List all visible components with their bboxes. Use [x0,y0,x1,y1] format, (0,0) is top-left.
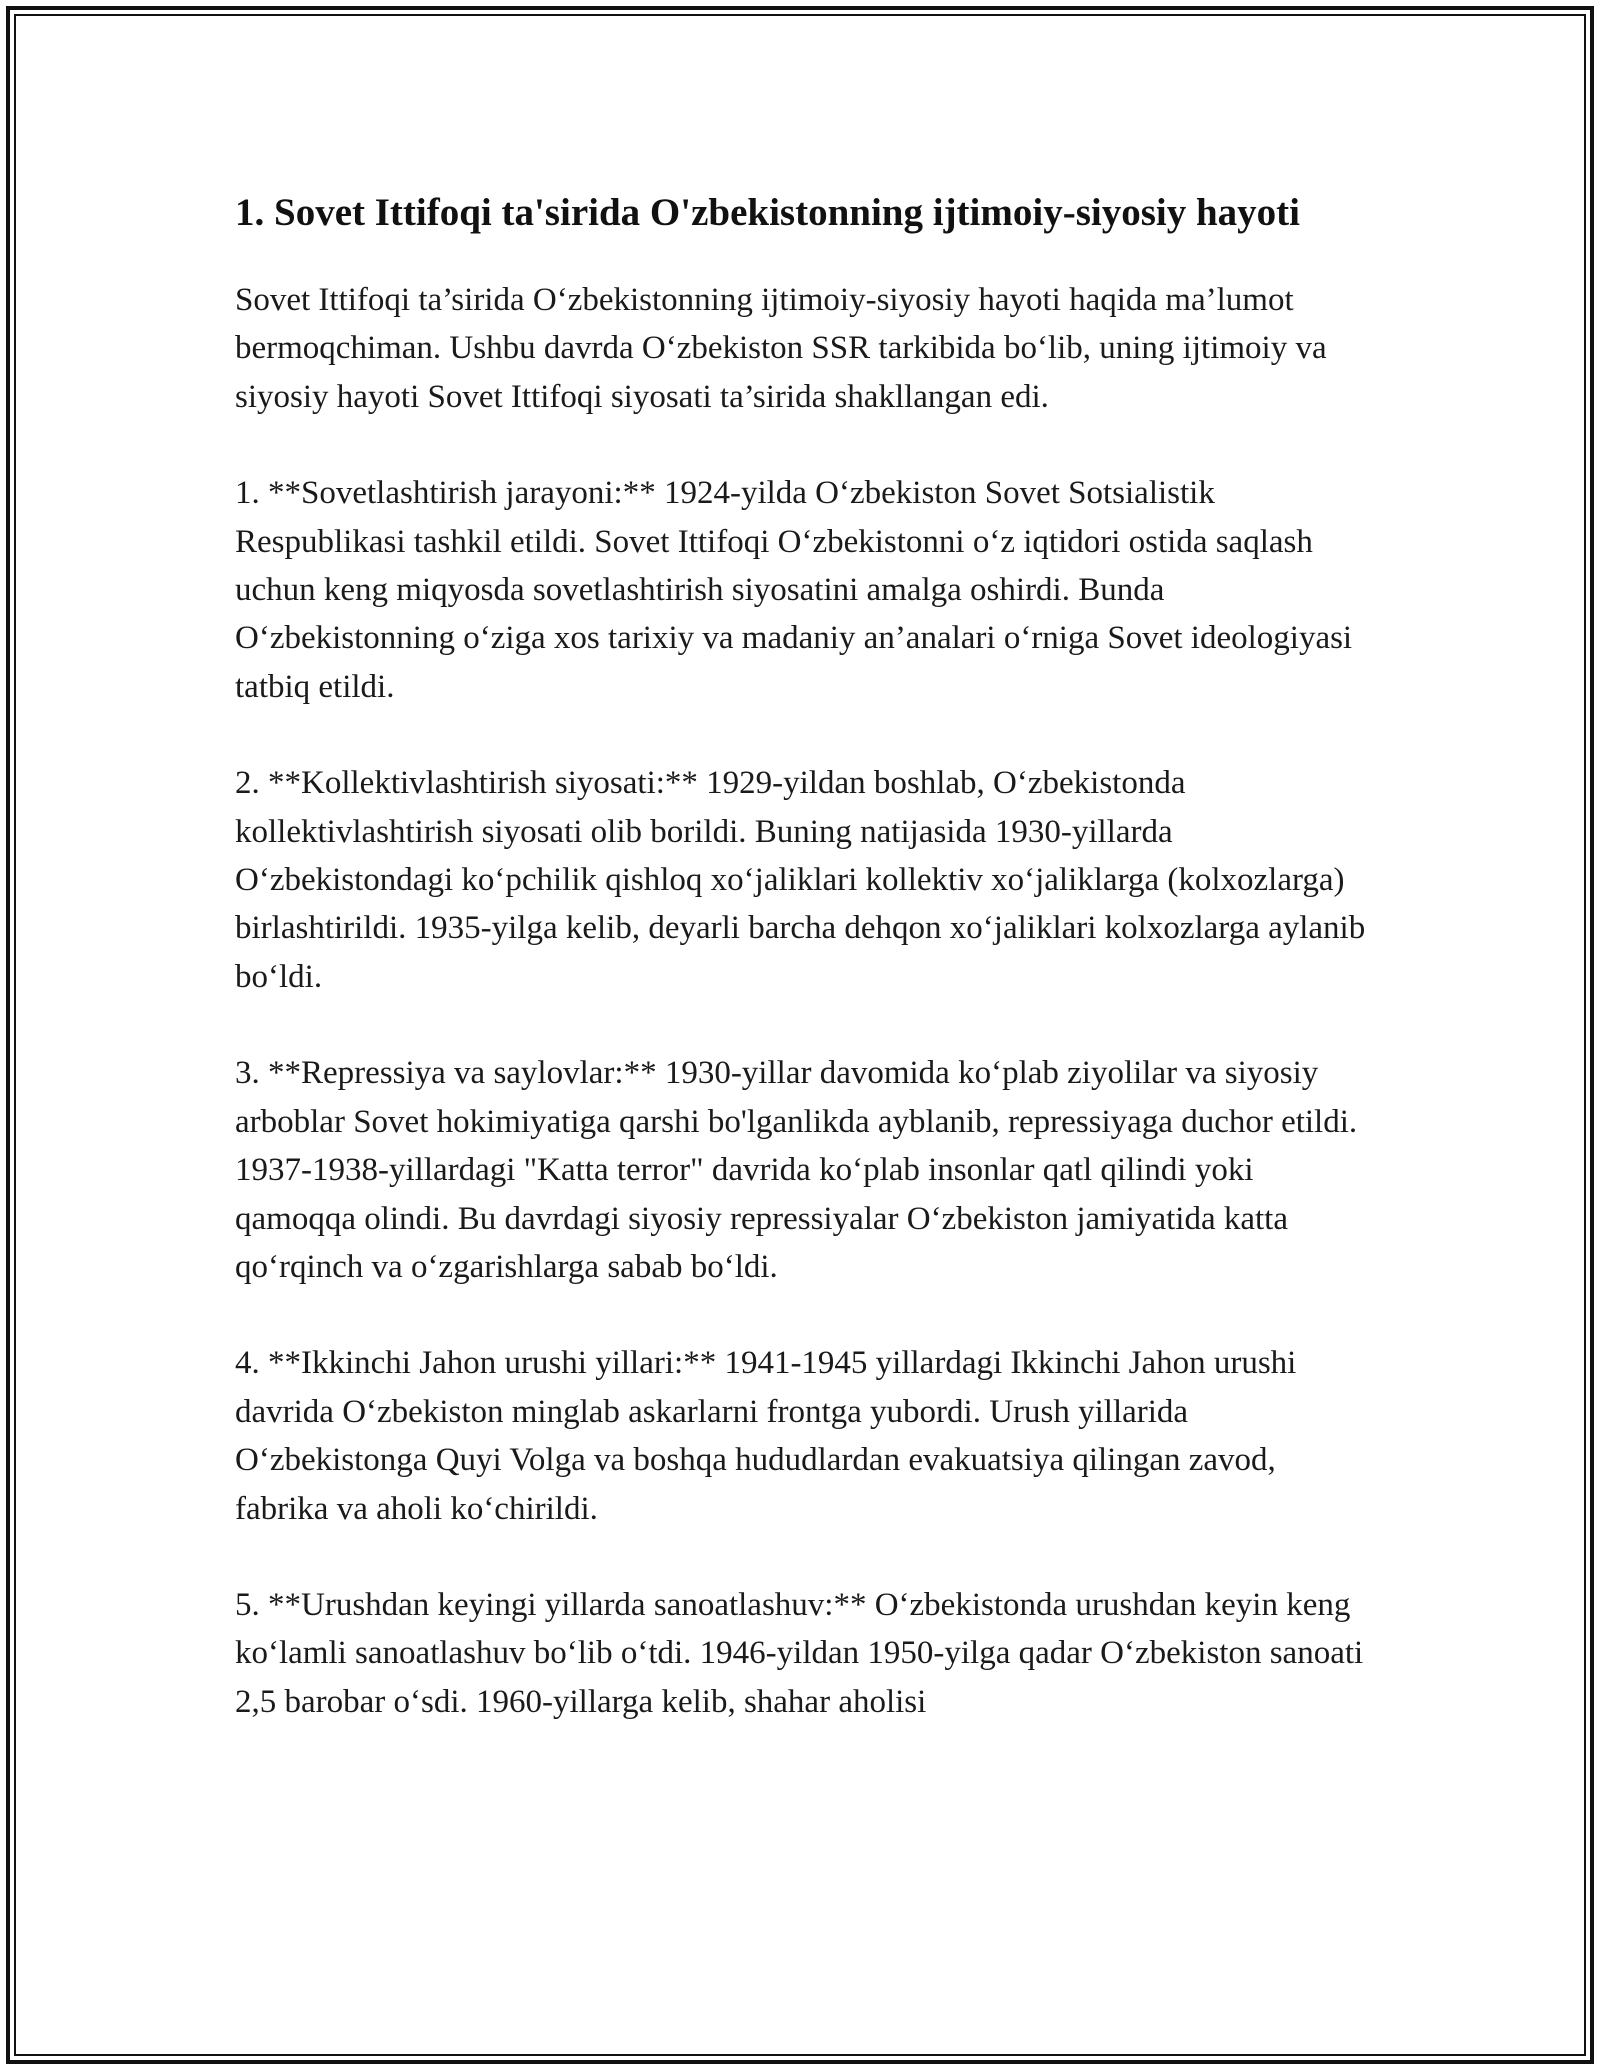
section-sanoatlashuv: 5. **Urushdan keyingi yillarda sanoatlashuv:** O‘zbekistonda urushdan keyin keng ko‘lamli sanoatlashuv bo‘lib o‘tdi. 1946-yildan 1950-yilga qadar O‘zbekiston sanoati 2,5 barobar o‘sdi. 1960-yillarga kelib, shahar aholisi [235,1586,1364,1720]
section-kollektivlashtirish: 2. **Kollektivlashtirish siyosati:** 1929-yildan boshlab, O‘zbekistonda kollektivlashtirish siyosati olib borildi. Buning natijasida 1930-yillarda O‘zbekistondagi ko‘pchilik qishloq xo‘jaliklari kollektiv xo‘jaliklarga (kolxozlarga) birlashtirildi. 1935-yilga kelib, deyarli barcha dehqon xo‘jaliklari kolxozlarga aylanib bo‘ldi. [235,765,1366,995]
section-ikkinchi-jahon-urushi: 4. **Ikkinchi Jahon urushi yillari:** 1941-1945 yillardagi Ikkinchi Jahon urushi davrida O‘zbekiston minglab askarlarni frontga yubordi. Urush yillarida O‘zbekistonga Quyi Volga va boshqa hududlardan evakuatsiya qilingan zavod, fabrika va aholi ko‘chirildi. [235,1345,1297,1527]
intro-paragraph: Sovet Ittifoqi ta’sirida O‘zbekistonning ijtimoiy-siyosiy hayoti haqida ma’lumot bermoqchiman. Ushbu davrda O‘zbekiston SSR tarkibida bo‘lib, uning ijtimoiy va siyosiy hayoti Sovet Ittifoqi siyosati ta’sirida shakllangan edi. [235,282,1327,415]
section-sovetlashtirish: 1. **Sovetlashtirish jarayoni:** 1924-yilda O‘zbekiston Sovet Sotsialistik Respublikasi tashkil etildi. Sovet Ittifoqi O‘zbekistonni o‘z iqtidori ostida saqlash uchun keng miqyosda sovetlashtirish siyosatini amalga oshirdi. Bunda O‘zbekistonning o‘ziga xos tarixiy va madaniy an’analari o‘rniga Sovet ideologiyasi tatbiq etildi. [235,475,1353,705]
document-body [235,186,1370,1774]
document-title: 1. Sovet Ittifoqi ta'sirida O'zbekistonning ijtimoiy-siyosiy hayoti [235,191,1300,234]
section-repressiya: 3. **Repressiya va saylovlar:** 1930-yillar davomida ko‘plab ziyolilar va siyosiy arboblar Sovet hokimiyatiga qarshi bo'lganlikda ayblanib, repressiyaga duchor etildi. 1937-1938-yillardagi "Katta terror" davrida ko‘plab insonlar qatl qilindi yoki qamoqqa olindi. Bu davrdagi siyosiy repressiyalar O‘zbekiston jamiyatida katta qo‘rqinch va o‘zgarishlarga sabab bo‘ldi. [235,1055,1358,1285]
